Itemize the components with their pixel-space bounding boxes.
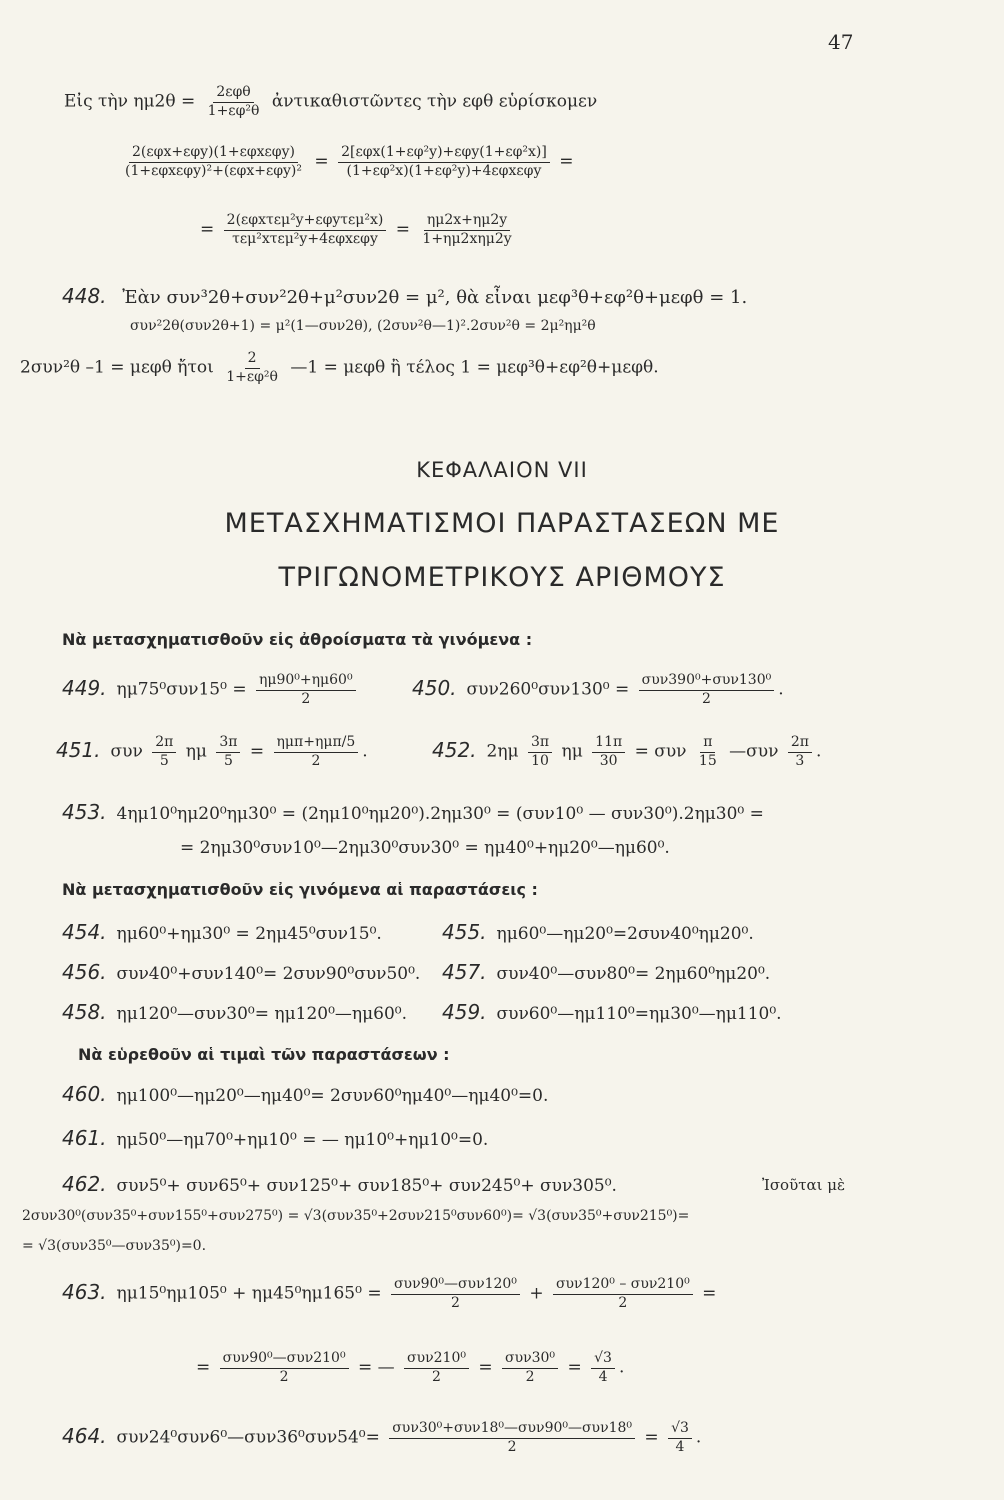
- problem-459: 459. συν60⁰—ημ110⁰=ημ30⁰—ημ110⁰.: [442, 1000, 782, 1024]
- problem-448: [62, 284, 747, 308]
- eq2-fraction-1: $\frac{\text{2(εφxτεμ²y+εφyτεμ²x)}}{\text{τεμ²xτεμ²y+4εφxεφy}}$: [224, 212, 387, 248]
- problem-455: 455. ημ60⁰—ημ20⁰=2συν40⁰ημ20⁰.: [442, 920, 754, 944]
- section-heading-3: Νὰ εὑρεθοῦν αἱ τιμαὶ τῶν παραστάσεων :: [78, 1045, 450, 1064]
- problem-456: 456. συν40⁰+συν140⁰= 2συν90⁰συν50⁰.: [62, 960, 421, 984]
- equation-1: $\frac{\text{2(εφx+εφy)(1+εφxεφy)}}{\text{(1+εφxεφy)²+(εφx+εφy)²}}$ = $\frac{\text{2[εφx(1+εφ²y)+εφy(1+εφ²x)]}}{\text{(1+εφ²x)(1+εφ²y)+4εφxεφy}}$ =: [118, 144, 573, 180]
- problem-461: 461. ημ50⁰—ημ70⁰+ημ10⁰ = — ημ10⁰+ημ10⁰=0.: [62, 1126, 489, 1150]
- problem-462-line3: = √3(συν35⁰—συν35⁰)=0.: [22, 1238, 207, 1254]
- problem-448-line2: συν²2θ(συν2θ+1) = μ²(1—συν2θ), (2συν²θ—1)².2συν²θ = 2μ²ημ²θ: [130, 318, 596, 334]
- problem-464: 464. συν24⁰συν6⁰—συν36⁰συν54⁰= $\frac{\text{συν30⁰+συν18⁰—συν90⁰—συν18⁰}}{2}$ = $\frac{√3}{4}$ .: [62, 1420, 702, 1455]
- equation-2: = $\frac{\text{2(εφxτεμ²y+εφyτεμ²x)}}{\text{τεμ²xτεμ²y+4εφxεφy}}$ = $\frac{\eta\mu 2x+\eta\mu 2y}{\text{1+ημ2xημ2y}}$: [200, 212, 519, 248]
- problem-450: 450. συν260⁰συν130⁰ = $\frac{\text{συν390⁰+συν130⁰}}{2}$ .: [412, 672, 784, 707]
- section-heading-2: Νὰ μετασχηματισθοῦν εἰς γινόμενα αἱ παραστάσεις :: [62, 880, 538, 899]
- problem-463-line2: = $\frac{\text{συν90⁰—συν210⁰}}{2}$ = — $\frac{\text{συν210⁰}}{2}$ = $\frac{\text{συν30⁰}}{2}$ = $\frac{√3}{4}$ .: [196, 1350, 625, 1385]
- intro-lead: Εἰς τὴν ημ2θ =: [64, 91, 196, 112]
- problem-448-number: 448.: [62, 284, 107, 308]
- problem-448-text: Ἐὰν συν³2θ+συν²2θ+μ²συν2θ = μ², θὰ εἶναι μεφ³θ+εφ²θ+μεφθ = 1.: [122, 287, 748, 308]
- problem-453: 453. 4ημ10⁰ημ20⁰ημ30⁰ = (2ημ10⁰ημ20⁰).2ημ30⁰ = (συν10⁰ — συν30⁰).2ημ30⁰ =: [62, 800, 764, 824]
- intro-line: [64, 84, 597, 120]
- problem-449: 449. ημ75⁰συν15⁰ = $\frac{\text{ημ90⁰+ημ60⁰}}{2}$: [62, 672, 360, 708]
- intro-tail: ἀντικαθιστῶντες τὴν εφθ εὑρίσκομεν: [271, 91, 598, 112]
- chapter-title-line2: ΤΡΙΓΩΝΟΜΕΤΡΙΚΟΥΣ ΑΡΙΘΜΟΥΣ: [278, 562, 726, 593]
- page-number: 47: [828, 30, 854, 54]
- problem-463: 463. ημ15⁰ημ105⁰ + ημ45⁰ημ165⁰ = $\frac{\text{συν90⁰—συν120⁰}}{2}$ + $\frac{\text{συν120⁰ – συν210⁰}}{2}$ =: [62, 1276, 717, 1311]
- problem-448-line3: 2συν²θ –1 = μεφθ ἤτοι $\frac{2}{\text{1+εφ²θ}}$ —1 = μεφθ ἢ τέλος 1 = μεφ³θ+εφ²θ+μεφθ.: [20, 350, 659, 385]
- problem-453-line2: = 2ημ30⁰συν10⁰—2ημ30⁰συν30⁰ = ημ40⁰+ημ20⁰—ημ60⁰.: [180, 838, 670, 858]
- problem-452: 452. 2ημ $\frac{3\pi}{10}$ ημ $\frac{11\pi}{30}$ = συν $\frac{\pi}{15}$ —συν $\frac{2\pi}{3}$ .: [432, 734, 822, 769]
- problem-450-fraction: $\frac{\text{συν390⁰+συν130⁰}}{2}$: [639, 672, 775, 708]
- problem-454: 454. ημ60⁰+ημ30⁰ = 2ημ45⁰συν15⁰.: [62, 920, 382, 944]
- problem-458: 458. ημ120⁰—συν30⁰= ημ120⁰—ημ60⁰.: [62, 1000, 407, 1024]
- intro-fraction: $\frac{\text{2εφθ}}{\text{1+εφ²θ}}$: [207, 84, 260, 119]
- eq2-fraction-2: $\frac{\eta\mu 2x+\eta\mu 2y}{\text{1+ημ2xημ2y}}$: [422, 212, 512, 247]
- problem-457: 457. συν40⁰—συν80⁰= 2ημ60⁰ημ20⁰.: [442, 960, 771, 984]
- problem-462-line2: 2συν30⁰(συν35⁰+συν155⁰+συν275⁰) = √3(συν35⁰+2συν215⁰συν60⁰)= √3(συν35⁰+συν215⁰)=: [22, 1208, 690, 1224]
- problem-448-fraction: $\frac{2}{\text{1+εφ²θ}}$: [226, 350, 278, 385]
- eq1-fraction-2: $\frac{\text{2[εφx(1+εφ²y)+εφy(1+εφ²x)]}}{\text{(1+εφ²x)(1+εφ²y)+4εφxεφy}}$: [338, 144, 550, 180]
- problem-451: 451. συν $\frac{2\pi}{5}$ ημ $\frac{3\pi}{5}$ = $\frac{\text{ημπ+ημπ/5}}{2}$ .: [56, 734, 368, 769]
- problem-449-fraction: $\frac{\text{ημ90⁰+ημ60⁰}}{2}$: [256, 672, 356, 708]
- problem-451-fraction: $\frac{\text{ημπ+ημπ/5}}{2}$: [274, 734, 359, 770]
- chapter-label: ΚΕΦΑΛΑΙΟΝ VII: [416, 458, 588, 482]
- chapter-title-line1: ΜΕΤΑΣΧΗΜΑΤΙΣΜΟΙ ΠΑΡΑΣΤΑΣΕΩΝ ΜΕ: [224, 508, 780, 539]
- section-heading-1: Νὰ μετασχηματισθοῦν εἰς ἀθροίσματα τὰ γινόμενα :: [62, 630, 533, 649]
- eq1-fraction-1: $\frac{\text{2(εφx+εφy)(1+εφxεφy)}}{\text{(1+εφxεφy)²+(εφx+εφy)²}}$: [125, 144, 303, 179]
- problem-462-tail: Ἰσοῦται μὲ: [762, 1176, 846, 1194]
- problem-460: 460. ημ100⁰—ημ20⁰—ημ40⁰= 2συν60⁰ημ40⁰—ημ40⁰=0.: [62, 1082, 549, 1106]
- problem-462: 462. συν5⁰+ συν65⁰+ συν125⁰+ συν185⁰+ συν245⁰+ συν305⁰.: [62, 1172, 617, 1196]
